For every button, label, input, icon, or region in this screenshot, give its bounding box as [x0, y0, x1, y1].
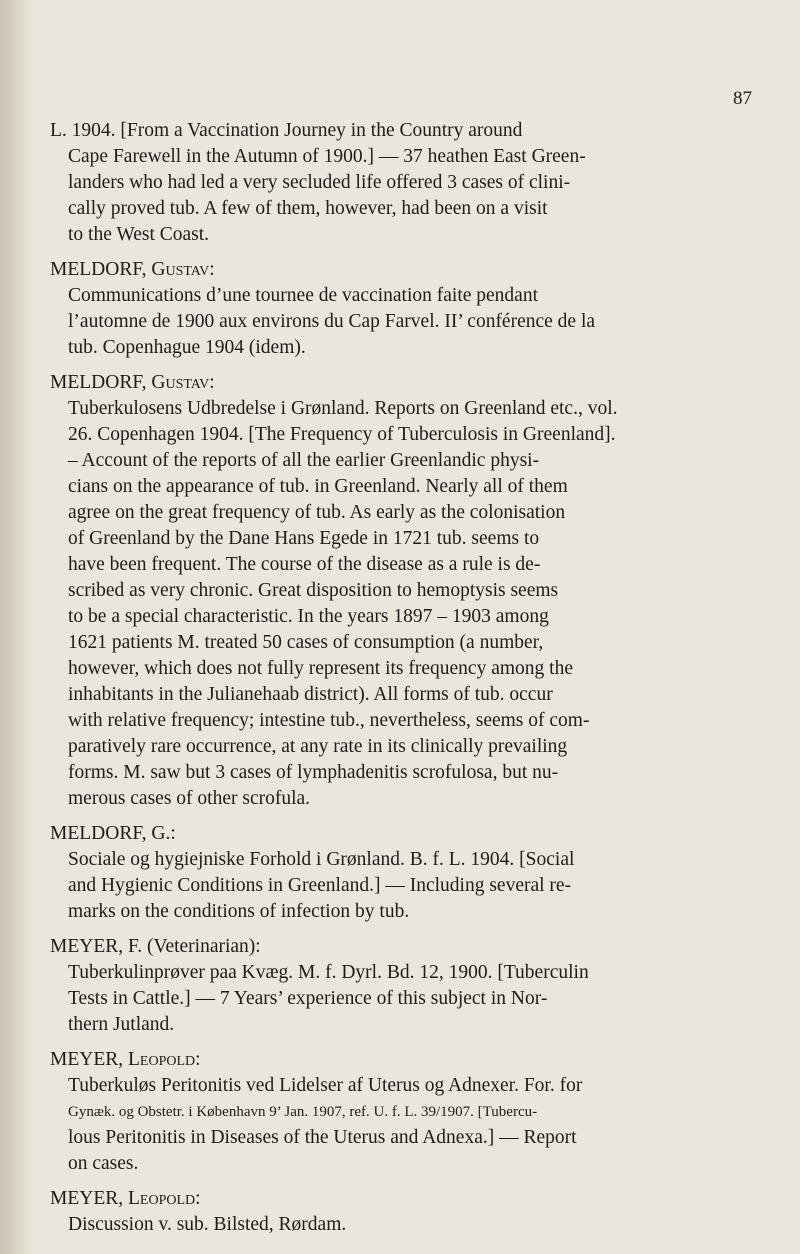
entry-text-line: thern Jutland.	[68, 1014, 175, 1035]
entry-text-line: 1621 patients M. treated 50 cases of consumption (a number,	[68, 632, 544, 653]
bibliography-entry	[50, 257, 750, 361]
entry-text-line: and Hygienic Conditions in Greenland.] — Including several re-	[68, 875, 572, 896]
entry-text-line: tub. Copenhague 1904 (idem).	[68, 337, 306, 358]
entry-author	[50, 934, 750, 960]
author-given-name: G.:	[151, 823, 176, 844]
entry-text-line: marks on the conditions of infection by tub.	[68, 901, 410, 922]
entry-text-line: Communications d’une tournee de vaccination faite pendant	[68, 285, 539, 306]
author-surname: MELDORF,	[50, 259, 147, 280]
entry-author	[50, 370, 750, 396]
entry-text-line: on cases.	[68, 1153, 139, 1174]
bibliography-entry	[50, 1047, 750, 1177]
entry-text-line: 26. Copenhagen 1904. [The Frequency of Tuberculosis in Greenland].	[68, 424, 616, 445]
entry-text-line: Tuberkulinprøver paa Kvæg. M. f. Dyrl. Bd. 12, 1900. [Tuberculin	[68, 962, 589, 983]
author-given-name: Gustav:	[151, 259, 215, 280]
entry-text-line: Gynæk. og Obstetr. i København 9’ Jan. 1907, ref. U. f. L. 39/1907. [Tubercu-	[68, 1104, 538, 1120]
entry-text-line: however, which does not fully represent its frequency among the	[68, 658, 573, 679]
entry-text-line: cally proved tub. A few of them, however, had been on a visit	[68, 198, 548, 219]
entry-text-line: merous cases of other scrofula.	[68, 788, 311, 809]
entry-text-line: agree on the great frequency of tub. As early as the colonisation	[68, 502, 566, 523]
entry-author	[50, 821, 750, 847]
entry-text-line: scribed as very chronic. Great disposition to hemoptysis seems	[68, 580, 559, 601]
entry-text-line: L. 1904. [From a Vaccination Journey in the Country around	[50, 120, 523, 141]
author-surname: MEYER,	[50, 1049, 124, 1070]
author-surname: MELDORF,	[50, 823, 147, 844]
bibliography-entry	[50, 370, 750, 812]
bibliography-entry	[50, 821, 750, 925]
entry-text-line: to be a special characteristic. In the years 1897 – 1903 among	[68, 606, 549, 627]
entry-text-line: inhabitants in the Julianehaab district). All forms of tub. occur	[68, 684, 553, 705]
bibliography-entry	[50, 934, 750, 1038]
entry-text-line: cians on the appearance of tub. in Greenland. Nearly all of them	[68, 476, 568, 497]
entry-text-line: – Account of the reports of all the earlier Greenlandic physi-	[68, 450, 540, 471]
entry-author	[50, 1186, 750, 1212]
entry-text-line: Tuberkuløs Peritonitis ved Lidelser af Uterus og Adnexer. For. for	[68, 1075, 583, 1096]
author-surname: MELDORF,	[50, 372, 147, 393]
entry-text-line: Cape Farewell in the Autumn of 1900.] — 37 heathen East Green-	[68, 146, 586, 167]
entry-text-line: Tests in Cattle.] — 7 Years’ experience of this subject in Nor-	[68, 988, 548, 1009]
entry-text-line: paratively rare occurrence, at any rate in its clinically prevailing	[68, 736, 568, 757]
bibliography-entry	[50, 118, 750, 248]
entry-author	[50, 1047, 750, 1073]
author-given-name: F. (Veterinarian):	[128, 936, 261, 957]
bibliography-entry	[50, 1186, 750, 1238]
entry-text-line: have been frequent. The course of the disease as a rule is de-	[68, 554, 541, 575]
entry-text-line: forms. M. saw but 3 cases of lymphadenitis scrofulosa, but nu-	[68, 762, 559, 783]
page-number: 87	[733, 88, 752, 109]
author-given-name: Leopold:	[128, 1188, 201, 1209]
entry-text-line: to the West Coast.	[68, 224, 210, 245]
entry-text-line: Discussion v. sub. Bilsted, Rørdam.	[68, 1214, 347, 1235]
author-given-name: Gustav:	[151, 372, 215, 393]
page-edge-shadow	[0, 0, 32, 1254]
entry-text-line: landers who had led a very secluded life offered 3 cases of clini-	[68, 172, 571, 193]
entry-text-line: lous Peritonitis in Diseases of the Uterus and Adnexa.] — Report	[68, 1127, 577, 1148]
author-given-name: Leopold:	[128, 1049, 201, 1070]
entry-author	[50, 257, 750, 283]
entry-text-line: Sociale og hygiejniske Forhold i Grønland. B. f. L. 1904. [Social	[68, 849, 575, 870]
bibliography-list	[50, 118, 750, 1247]
entry-text-line: with relative frequency; intestine tub., nevertheless, seems of com-	[68, 710, 590, 731]
entry-text-line: Tuberkulosens Udbredelse i Grønland. Reports on Greenland etc., vol.	[68, 398, 618, 419]
author-surname: MEYER,	[50, 936, 124, 957]
author-surname: MEYER,	[50, 1188, 124, 1209]
entry-text-line: l’automne de 1900 aux environs du Cap Farvel. II’ conférence de la	[68, 311, 596, 332]
entry-text-line: of Greenland by the Dane Hans Egede in 1721 tub. seems to	[68, 528, 540, 549]
